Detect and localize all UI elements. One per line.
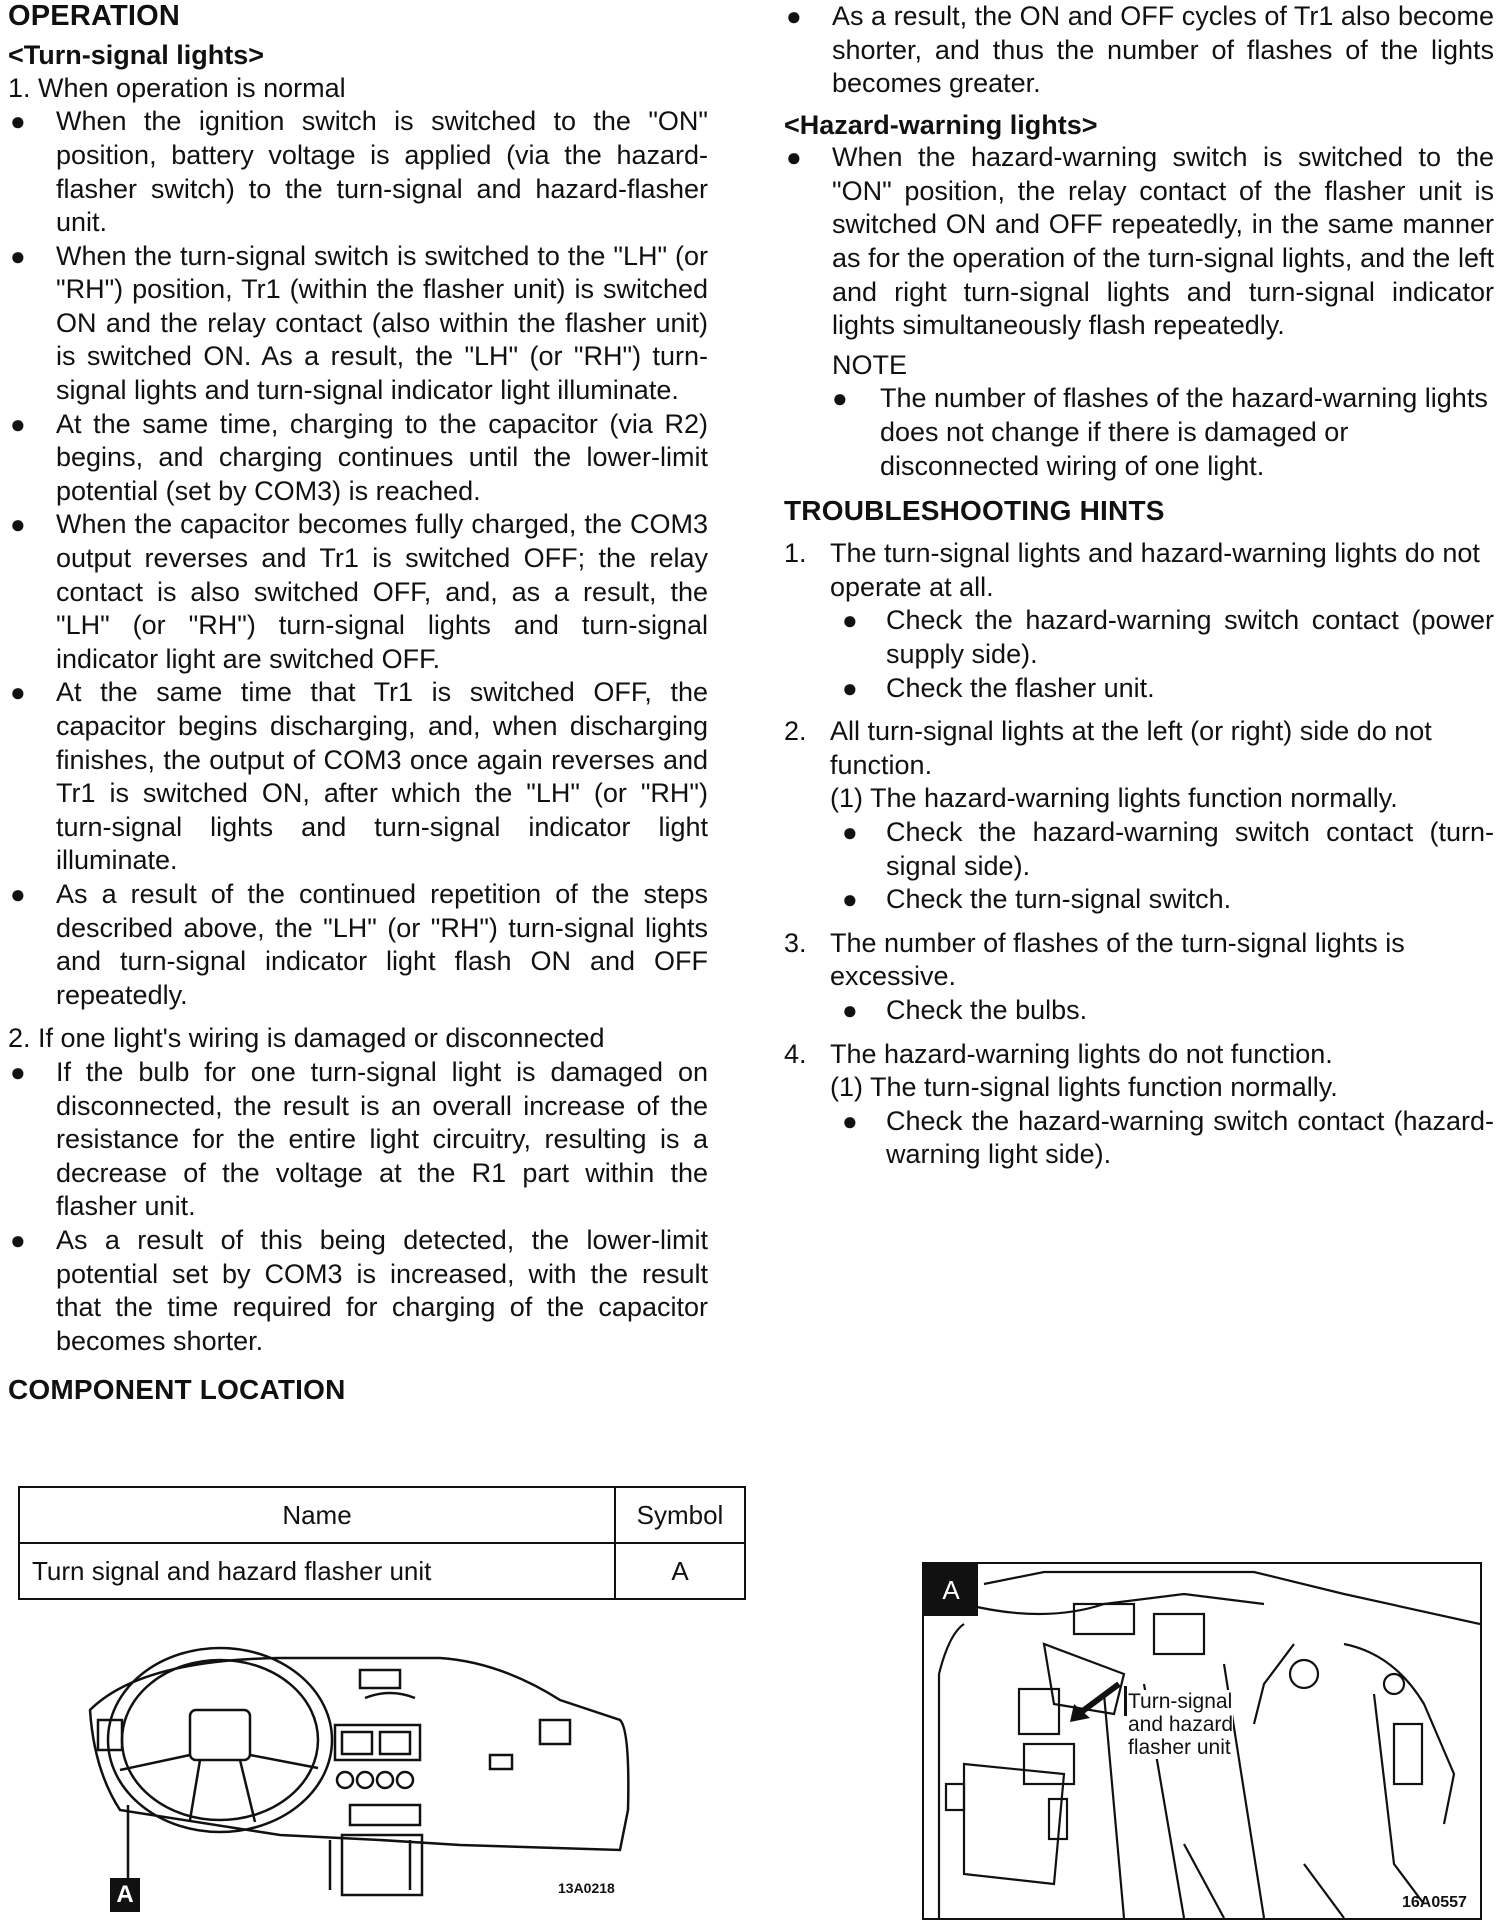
turn-signal-heading: <Turn-signal lights> — [8, 40, 265, 71]
list-item: ● As a result of this being detected, the lower-limit potential set by COM3 is increased, with the result that the time required for charging of the capacitor becomes shorter. — [10, 1224, 708, 1356]
bullet-icon: ● — [10, 1056, 26, 1087]
trouble-sub-4: (1) The turn-signal lights function normally. — [830, 1072, 1338, 1103]
check-item: ● Check the hazard-warning switch contact (hazard-warning light side). — [842, 1105, 1494, 1170]
item-2: 2. If one light's wiring is damaged or disconnected — [8, 1023, 605, 1054]
flasher-location-figure — [922, 1562, 1482, 1920]
trouble-item-2: 2. All turn-signal lights at the left (or right) side do not function. — [784, 716, 1432, 780]
bullet-icon: ● — [842, 605, 858, 636]
troubleshooting-heading: TROUBLESHOOTING HINTS — [784, 495, 1165, 527]
list-item: ● If the bulb for one turn-signal light is damaged on disconnected, the result is an overall increase of the resistance for the entire light circuitry, resulting is a decrease of the voltage at the R1 part within the flasher unit. — [10, 1056, 708, 1222]
list-item: ● As a result, the ON and OFF cycles of Tr1 also become shorter, and thus the number of flashes of the lights becomes greater. — [786, 1, 1494, 99]
bullet-icon: ● — [10, 1224, 26, 1255]
dashboard-figure — [80, 1640, 640, 1920]
check-item: ● Check the flasher unit. — [784, 672, 1494, 706]
table-header-symbol: Symbol — [615, 1487, 745, 1543]
list-item: ● When the ignition switch is switched to the "ON" position, battery voltage is applied (via the hazard-flasher switch) to the turn-signal and hazard-flasher unit. — [10, 106, 708, 238]
check-item: ● Check the hazard-warning switch contact (turn-signal side). — [842, 817, 1494, 881]
check-item: ● Check the bulbs. — [784, 994, 1494, 1028]
list-item: ● When the hazard-warning switch is switched to the "ON" position, the relay contact of the flasher unit is switched ON and OFF repeatedly, in the same manner as for the operation of the turn-signal lights, and the left and right turn-signal lights and turn-signal indicator lights simultaneously flash repeatedly. — [786, 142, 1494, 341]
figure-badge-a: A — [110, 1878, 140, 1912]
trouble-item-1: 1. The turn-signal lights and hazard-warning lights do not operate at all. — [784, 538, 1480, 602]
list-item: ● At the same time, charging to the capacitor (via R2) begins, and charging continues until the lower-limit potential (set by COM3) is reached. — [10, 408, 708, 506]
trouble-item-3: 3. The number of flashes of the turn-signal lights is excessive. — [784, 927, 1405, 992]
operation-heading: OPERATION — [8, 0, 181, 32]
list-item: ● As a result of the continued repetition of the steps described above, the "LH" (or "RH") turn-signal lights and turn-signal indicator light flash ON and OFF repeatedly. — [10, 878, 708, 1010]
item-1: 1. When operation is normal — [8, 72, 346, 103]
bullet-icon: ● — [842, 1105, 858, 1136]
table-cell-symbol: A — [615, 1543, 745, 1599]
dashboard-illustration — [80, 1640, 640, 1920]
right-column — [784, 0, 1494, 1172]
bullet-icon: ● — [10, 509, 26, 540]
bullet-icon: ● — [10, 240, 26, 271]
bullet-icon: ● — [786, 142, 802, 173]
hazard-heading: <Hazard-warning lights> — [784, 109, 1098, 140]
table-header-row — [19, 1487, 745, 1543]
table-cell-name: Turn signal and hazard flasher unit — [19, 1543, 615, 1599]
bullet-icon: ● — [842, 995, 858, 1026]
figure-code: 13A0218 — [558, 1880, 615, 1896]
figure-code: 16A0557 — [1402, 1894, 1467, 1911]
list-item: ● When the turn-signal switch is switched to the "LH" (or "RH") position, Tr1 (within the flasher unit) is switched ON and the relay contact (also within the flasher unit) is switched ON. As a result, the "LH" (or "RH") turn-signal lights and turn-signal indicator light illuminate. — [10, 240, 708, 406]
bullet-icon: ● — [10, 106, 26, 137]
bullet-icon: ● — [786, 1, 802, 31]
check-item: ● Check the hazard-warning switch contact (power supply side). — [842, 605, 1494, 670]
table-row — [19, 1543, 745, 1599]
flasher-unit-label: Turn-signal and hazard flasher unit — [1128, 1690, 1234, 1759]
left-column — [8, 0, 708, 1406]
bullet-icon: ● — [842, 817, 858, 848]
note-item: ● The number of flashes of the hazard-warning lights does not change if there is damaged or disconnected wiring of one light. — [832, 383, 1488, 481]
component-table — [18, 1486, 746, 1600]
table-header-name: Name — [19, 1487, 615, 1543]
trouble-sub-2: (1) The hazard-warning lights function normally. — [830, 783, 1398, 814]
component-location-heading: COMPONENT LOCATION — [8, 1374, 346, 1406]
trouble-item-4: 4. The hazard-warning lights do not function. — [784, 1038, 1333, 1069]
bullet-icon: ● — [10, 878, 26, 909]
bullet-icon: ● — [10, 677, 26, 708]
bullet-icon: ● — [842, 672, 858, 703]
note-label: NOTE — [832, 349, 908, 380]
figure-badge-a: A — [924, 1564, 978, 1616]
bullet-icon: ● — [842, 884, 858, 915]
bullet-icon: ● — [832, 383, 848, 414]
check-item: ● Check the turn-signal switch. — [784, 883, 1494, 917]
list-item: ● When the capacitor becomes fully charged, the COM3 output reverses and Tr1 is switched OFF; the relay contact is also switched OFF, and, as a result, the "LH" (or "RH") turn-signal lights and turn-signal indicator light are switched OFF. — [10, 509, 708, 674]
list-item: ● At the same time that Tr1 is switched OFF, the capacitor begins discharging, and, when discharging finishes, the output of COM3 once again reverses and Tr1 is switched ON, after which the "LH" (or "RH") turn-signal lights and turn-signal indicator light illuminate. — [10, 677, 708, 876]
bullet-icon: ● — [10, 408, 26, 439]
